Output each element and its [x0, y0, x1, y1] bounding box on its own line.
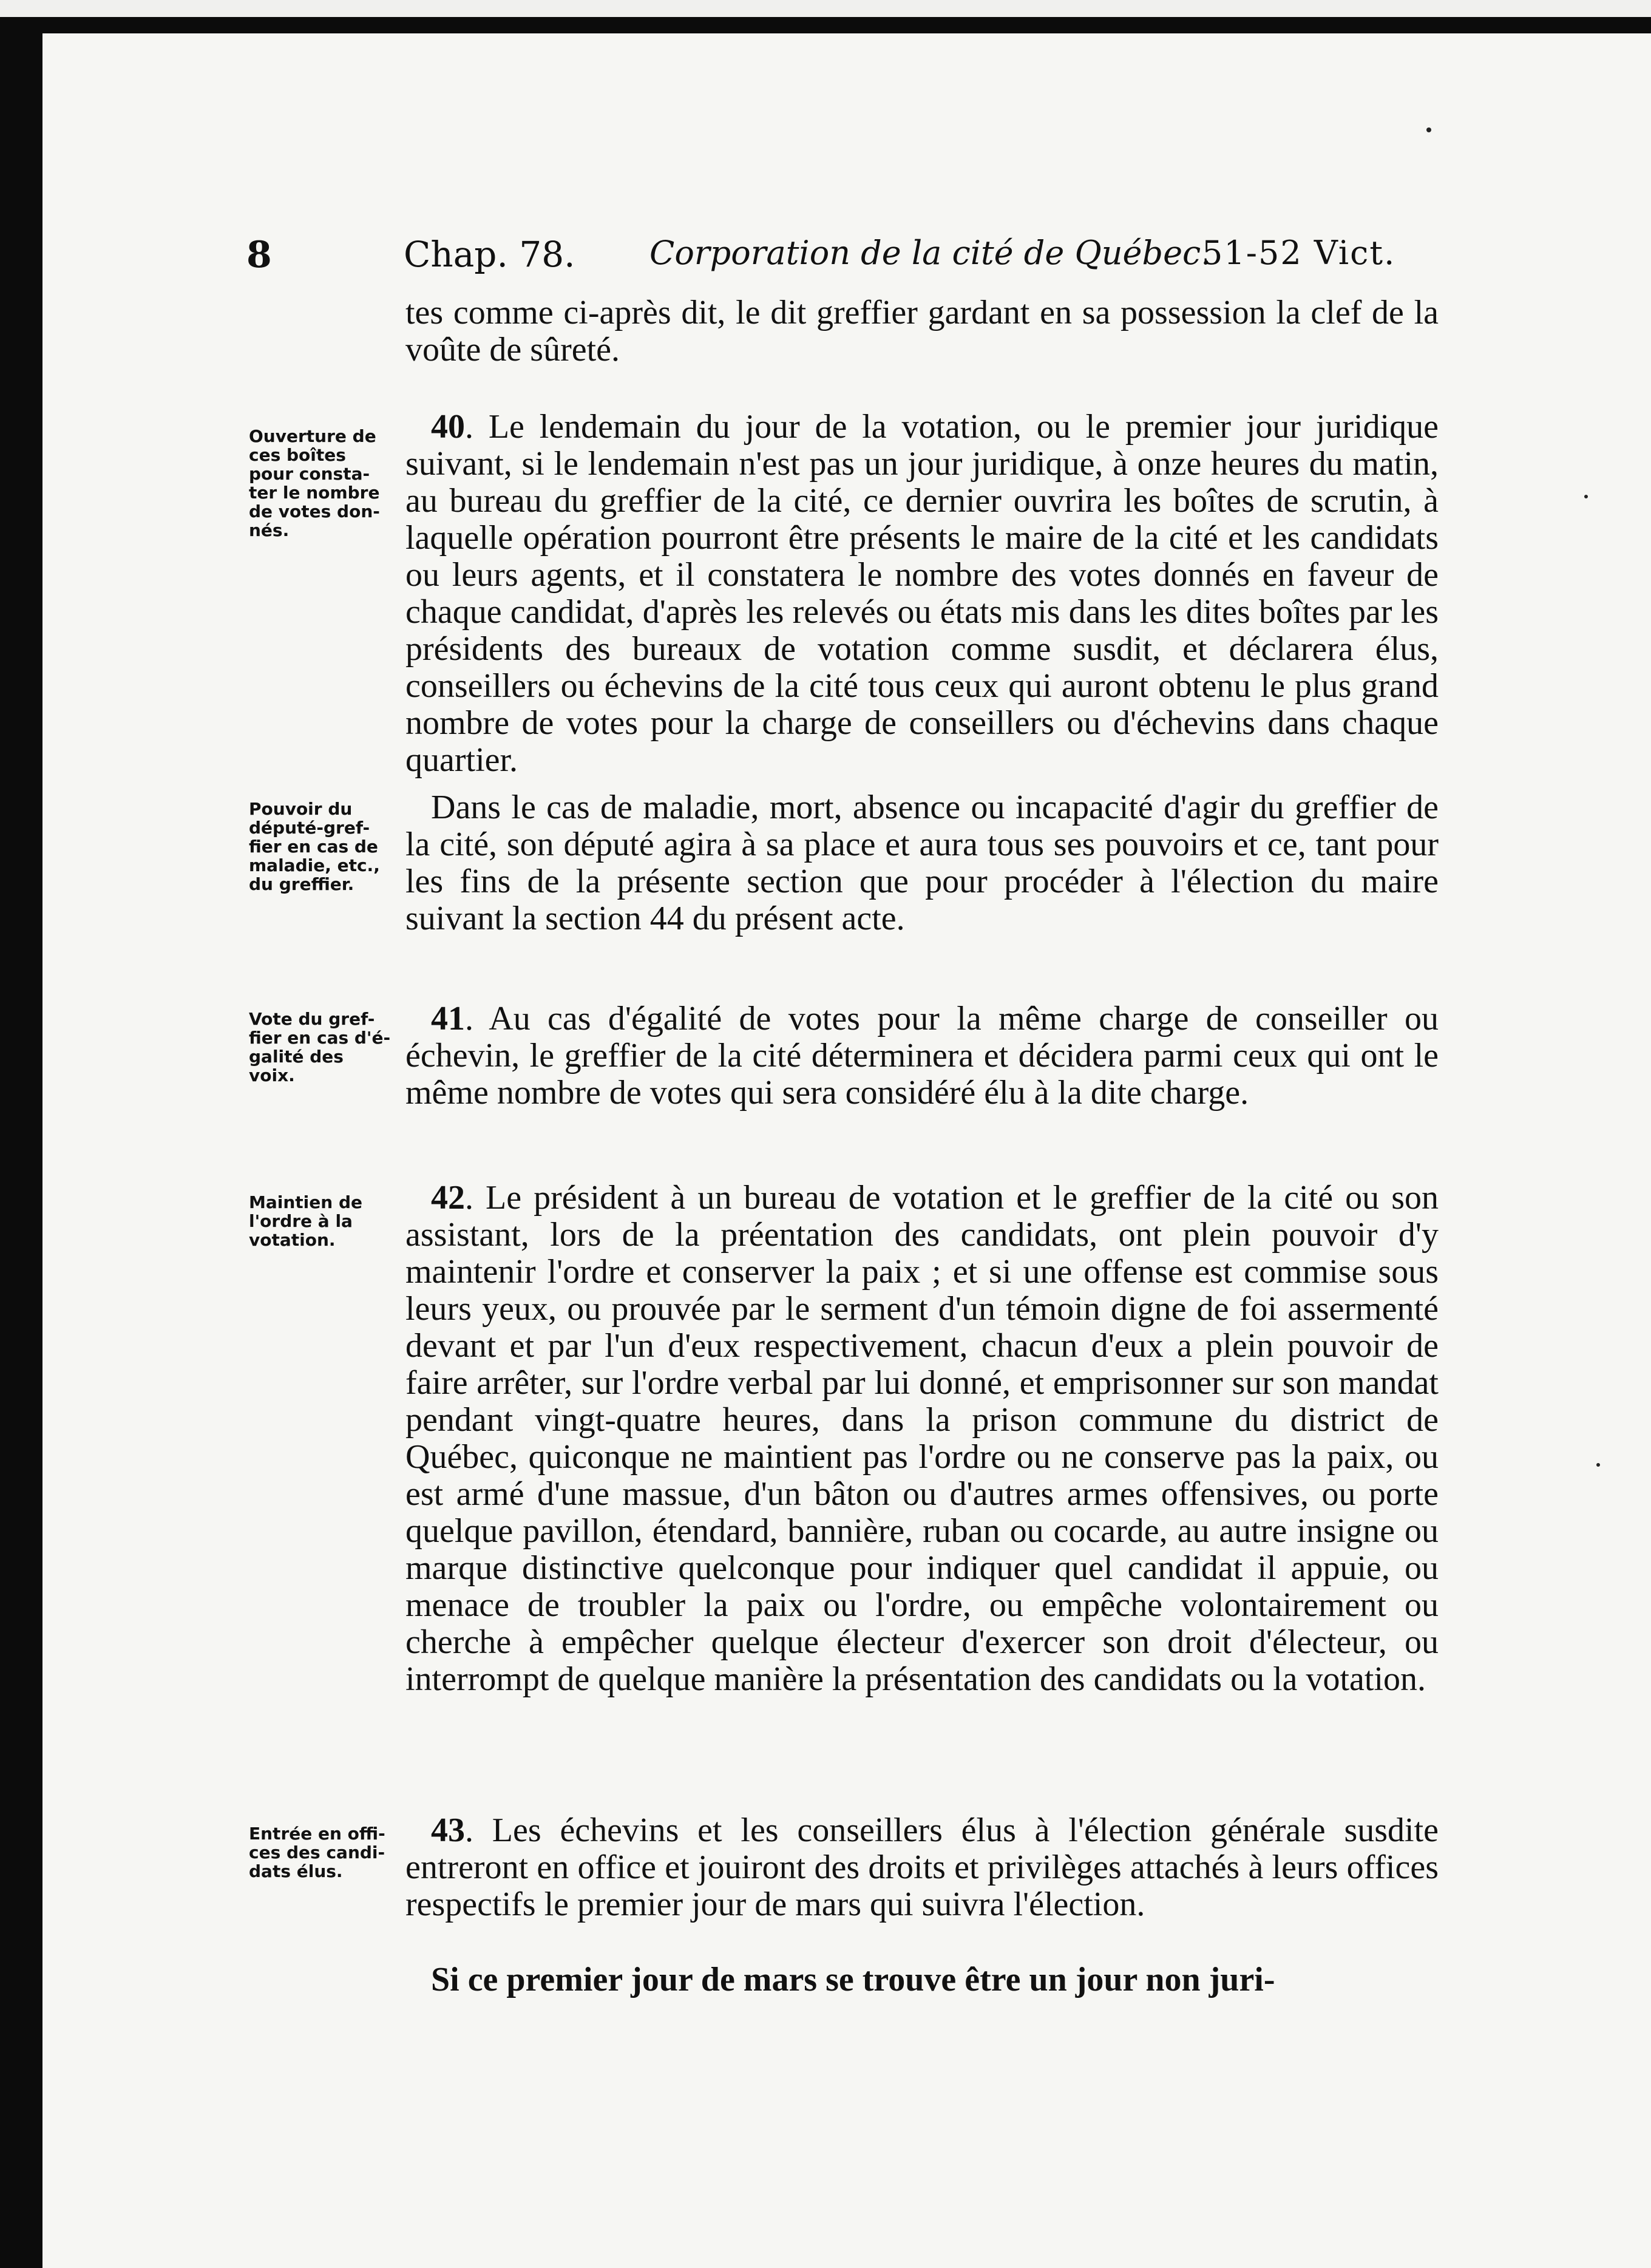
section-number: 40	[431, 408, 465, 446]
document-page	[42, 33, 1651, 2268]
final-line: Si ce premier jour de mars se trouve être un jour non juri-	[431, 1961, 1275, 1998]
margin-note-43: Entrée en offi- ces des candi- dats élus.	[249, 1824, 385, 1881]
continuation-paragraph: tes comme ci-après dit, le dit greffier gardant en sa possession la clef de la voûte de sûreté.	[405, 294, 1439, 368]
paragraph-text: Dans le cas de maladie, mort, absence ou incapacité d'agir du greffier de la cité, son député agira à sa place et aura tous ses pouvoirs et ce, tant pour les fins de la présente section que pour procéder à l'élection du maire suivant la section 44 du présent acte.	[405, 789, 1439, 937]
scan-speck	[1584, 495, 1588, 498]
section-40	[405, 409, 1439, 779]
margin-note-deputy: Pouvoir du député-gref- fier en cas de maladie, etc., du greffier.	[249, 799, 380, 894]
page-header	[42, 234, 1651, 282]
section-text: . Le lendemain du jour de la votation, ou le premier jour juridique suivant, si le lendemain n'est pas un jour juridique, à onze heures du matin, au bureau du greffier de la cité, ce dernier ouvrira les boîtes de scrutin, à laquelle opération pourront être présents le maire de la cité et les candidats ou leurs agents, et il constatera le nombre des votes donnés en faveur de chaque candidat, d'après les relevés ou états mis dans les dites boîtes par les présidents des bureaux de votation comme susdit, et déclarera élus, conseillers ou échevins de la cité tous ceux qui auront obtenu le plus grand nombre de votes pour la charge de conseillers ou d'échevins dans chaque quartier.	[405, 408, 1439, 779]
section-text: . Les échevins et les conseillers élus à l'élection générale susdite entreront en office et jouiront des droits et privilèges attachés à leurs offices respectifs le premier jour de mars qui suivra l'élection.	[405, 1811, 1439, 1923]
section-number: 41	[431, 1000, 465, 1037]
scan-speck	[1596, 1463, 1600, 1467]
scan-speck	[1426, 127, 1431, 132]
margin-note-41: Vote du gref- fier en cas d'é- galité des voix.	[249, 1009, 391, 1085]
section-41	[405, 1000, 1439, 1112]
section-43	[405, 1812, 1439, 1923]
section-42	[405, 1180, 1439, 1698]
regnal-year: 51-52 Vict.	[1202, 234, 1396, 272]
chapter-label: Chap. 78.	[404, 234, 575, 275]
running-title: Corporation de la cité de Québec.	[649, 234, 1212, 272]
section-text: . Au cas d'égalité de votes pour la même charge de conseiller ou échevin, le greffier de la cité déterminera et décidera parmi ceux qui ont le même nombre de votes qui sera considéré élu à la dite charge.	[405, 1000, 1439, 1112]
section-text: . Le président à un bureau de votation et le greffier de la cité ou son assistant, lors de la préentation des candidats, ont plein pouvoir d'y maintenir l'ordre et conserver la paix ; et si une offense est commise sous leurs yeux, ou prouvée par le serment d'un témoin digne de foi assermenté devant et par l'un d'eux respectivement, chacun d'eux a plein pouvoir de faire arrêter, sur l'ordre verbal par lui donné, et emprisonner sur son mandat pendant vingt-quatre heures, dans la prison commune du district de Québec, quiconque ne maintient pas l'ordre ou ne conserve pas la paix, ou est armé d'une massue, d'un bâton ou d'autres armes offensives, ou porte quelque pavillon, étendard, bannière, ruban ou cocarde, au autre insigne ou marque distinctive quelconque pour indiquer quel candidat il appuie, ou menace de troubler la paix ou l'ordre, ou empêche volontairement ou cherche à empêcher quelque électeur d'exercer son droit d'électeur, ou interrompt de quelque manière la présentation des candidats ou la votation.	[405, 1179, 1439, 1698]
margin-note-40: Ouverture de ces boîtes pour consta- ter le nombre de votes don- nés.	[249, 426, 380, 540]
scan-border	[0, 0, 1651, 17]
section-number: 43	[431, 1811, 465, 1849]
page-number: 8	[246, 234, 272, 276]
margin-note-42: Maintien de l'ordre à la votation.	[249, 1192, 362, 1250]
section-number: 42	[431, 1179, 465, 1217]
paragraph-deputy	[405, 789, 1439, 937]
